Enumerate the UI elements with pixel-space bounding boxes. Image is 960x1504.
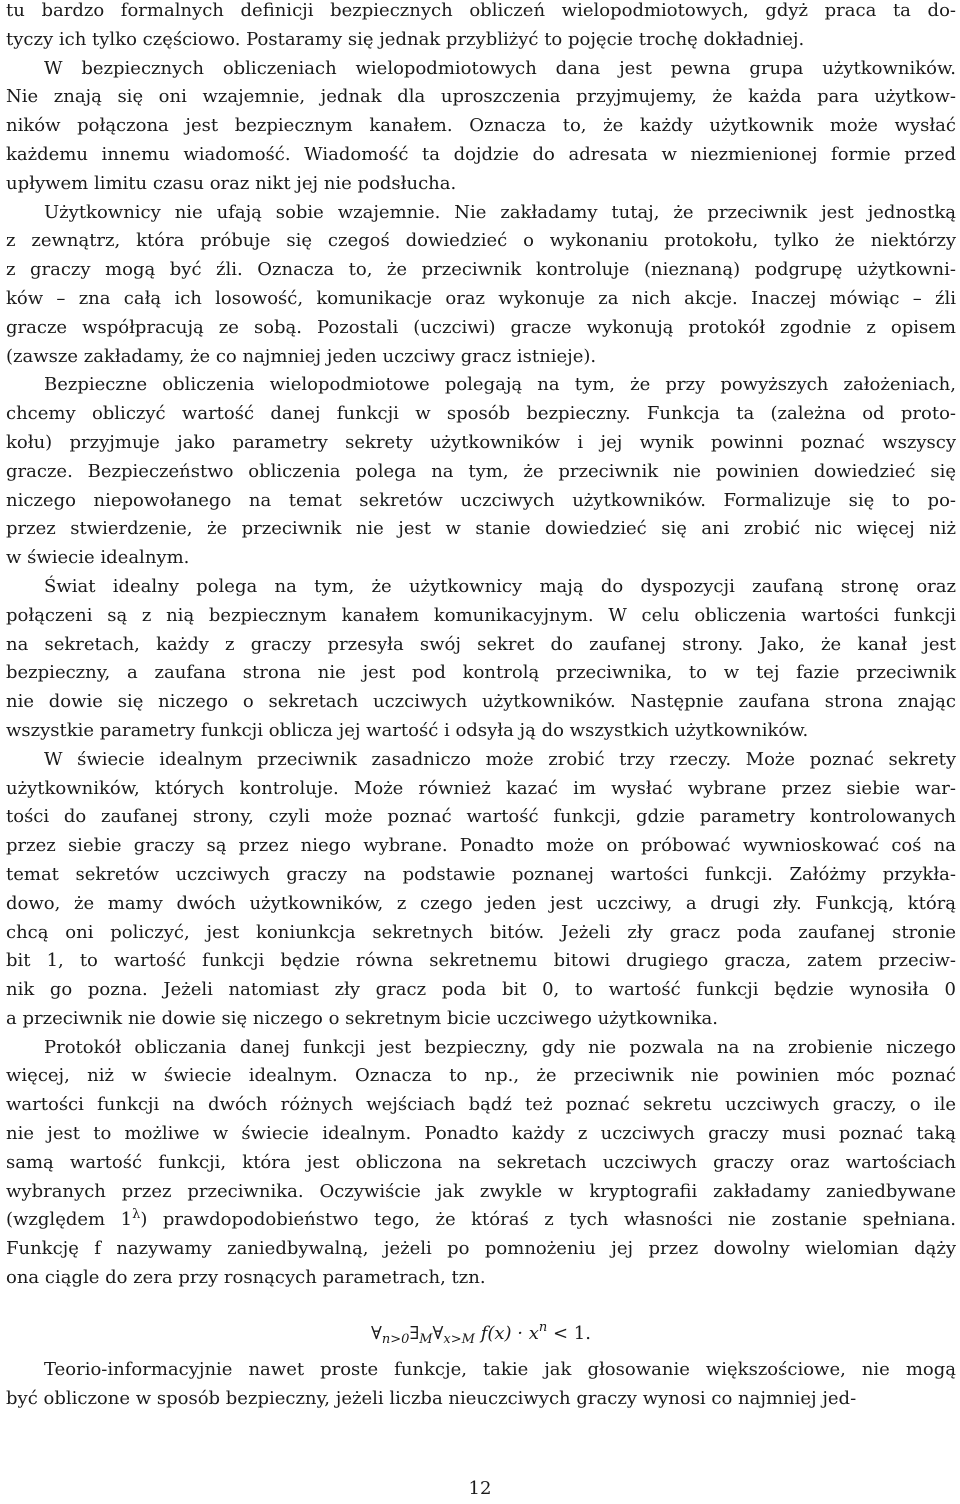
paragraph-7-line: samą wartość funkcji, która jest obliczona na sekretach uczciwych graczy oraz wartościach <box>6 1151 956 1173</box>
paragraph-5-line: Świat idealny polega na tym, że użytkownicy mają do dyspozycji zaufaną stronę oraz <box>44 575 956 597</box>
paragraph-3-line: Użytkownicy nie ufają sobie wzajemnie. Nie zakładamy tutaj, że przeciwnik jest jednostką <box>44 201 956 223</box>
paragraph-7-line: ona ciągle do zera przy rosnących parametrach, tzn. <box>6 1267 486 1289</box>
paragraph-4-line: przez stwierdzenie, że przeciwnik nie jest w stanie dowiedzieć się ani zrobić nic więcej niż <box>6 518 956 540</box>
page-number: 12 <box>468 1478 492 1499</box>
paragraph-5-line: bezpieczny, a zaufana strona nie jest pod kontrolą przeciwnika, to w tej fazie przeciwnik <box>6 662 956 684</box>
paragraph-3-line: z zewnątrz, która próbuje się czegoś dowiedzieć o wykonaniu protokołu, tylko że niektórzy <box>6 230 956 252</box>
paragraph-2-line: każdemu innemu wiadomość. Wiadomość ta dojdzie do adresata w niezmienionej formie przed <box>6 143 956 165</box>
paragraph-2-line: ników połączona jest bezpiecznym kanałem. Oznacza to, że każdy użytkownik może wysłać <box>6 115 956 137</box>
paragraph-6-line: bit 1, to wartość funkcji będzie równa sekretnemu bitowi drugiego gracza, zatem przeciw- <box>6 950 956 972</box>
paragraph-4-line: niczego niepowołanego na temat sekretów uczciwych użytkowników. Formalizuje się to po- <box>6 489 956 511</box>
paragraph-6-line: a przeciwnik nie dowie się niczego o sekretnym bicie uczciwego użytkownika. <box>6 1007 718 1029</box>
closing-paragraph-line: być obliczone w sposób bezpieczny, jeżeli liczba nieuczciwych graczy wynosi co najmniej jed- <box>6 1388 857 1410</box>
paragraph-3-line: z graczy mogą być źli. Oznacza to, że przeciwnik kontroluje (nieznaną) podgrupę użytkowni- <box>6 259 956 281</box>
paragraph-1-line: tyczy ich tylko częściowo. Postaramy się jednak przybliżyć to pojęcie trochę dokładniej. <box>6 28 805 50</box>
paragraph-5-line: wszystkie parametry funkcji oblicza jej wartość i odsyła ją do wszystkich użytkowników. <box>6 719 809 741</box>
closing-paragraph-line: Teorio-informacyjnie nawet proste funkcje, takie jak głosowanie większościowe, nie mogą <box>44 1359 956 1381</box>
paragraph-5-line: nie dowie się niczego o sekretach uczciwych użytkowników. Następnie zaufana strona znając <box>6 691 956 713</box>
paragraph-7-line: nie jest to możliwe w świecie idealnym. Ponadto każdy z uczciwych graczy musi poznać taką <box>6 1123 956 1145</box>
paragraph-6-line: temat sekretów uczciwych graczy na podstawie poznanej wartości funkcji. Załóżmy przykła- <box>6 863 956 885</box>
paragraph-5-line: połączeni są z nią bezpiecznym kanałem komunikacyjnym. W celu obliczenia wartości funkcji <box>6 604 956 626</box>
paragraph-7-line: (względem $1^\lambda$) prawdopodobieństwo tego, że któraś z tych własności nie zostanie spełniana. <box>6 1207 957 1231</box>
paragraph-5-line: na sekretach, każdy z graczy przesyła swój sekret do zaufanej strony. Jako, że kanał jest <box>6 633 956 655</box>
paragraph-4-line: kołu) przyjmuje jako parametry sekrety użytkowników i jej wynik powinni poznać wszyscy <box>6 431 956 453</box>
paragraph-6-line: tości do zaufanej strony, czyli może poznać wartość funkcji, gdzie parametry kontrolowanych <box>6 806 956 828</box>
paragraph-4-line: gracze. Bezpieczeństwo obliczenia polega na tym, że przeciwnik nie powinien dowiedzieć się <box>6 460 956 482</box>
paragraph-6-line: chcą oni policzyć, jest koniunkcja sekretnych bitów. Jeżeli zły gracz poda zaufanej stronie <box>6 921 956 943</box>
paragraph-2-line: Nie znają się oni wzajemnie, jednak dla uproszczenia przyjmujemy, że każda para użytkow- <box>6 86 956 108</box>
paragraph-2-line: upływem limitu czasu oraz nikt jej nie podsłucha. <box>6 172 457 194</box>
paragraph-7-line: Funkcję f nazywamy zaniedbywalną, jeżeli po pomnożeniu jej przez dowolny wielomian dąży <box>6 1238 956 1260</box>
paragraph-6-line: użytkowników, których kontroluje. Może również kazać im wysłać wybrane przez siebie war- <box>6 777 956 799</box>
paragraph-4-line: w świecie idealnym. <box>6 547 190 569</box>
paragraph-4-line: Bezpieczne obliczenia wielopodmiotowe polegają na tym, że przy powyższych założeniach, <box>44 374 956 396</box>
paragraph-1-line: tu bardzo formalnych definicji bezpiecznych obliczeń wielopodmiotowych, gdyż praca ta do- <box>6 0 956 21</box>
paragraph-6-line: przez siebie graczy są przez niego wybrane. Ponadto może on próbować wywnioskować coś na <box>6 835 956 857</box>
paragraph-2-line: W bezpiecznych obliczeniach wielopodmiotowych dana jest pewna grupa użytkowników. <box>44 57 956 79</box>
paragraph-7-line: wartości funkcji na dwóch różnych wejściach bądź też poznać sekretu uczciwych graczy, o ile <box>6 1094 956 1116</box>
paragraph-3-line: ków – zna całą ich losowość, komunikacje oraz wykonuje za nich akcje. Inaczej mówiąc – źli <box>6 287 956 309</box>
paragraph-7-line: wybranych przez przeciwnika. Oczywiście jak zwykle w kryptografii zakładamy zaniedbywane <box>6 1180 956 1202</box>
paragraph-3-line: gracze współpracują ze sobą. Pozostali (uczciwi) gracze wykonują protokół zgodnie z opisem <box>6 316 956 338</box>
paragraph-4-line: chcemy obliczyć wartość danej funkcji w sposób bezpieczny. Funkcja ta (zależna od proto- <box>6 403 956 425</box>
paragraph-3-line: (zawsze zakładamy, że co najmniej jeden uczciwy gracz istnieje). <box>6 345 597 367</box>
paragraph-6-line: dowo, że mamy dwóch użytkowników, z czego jeden jest uczciwy, a drugi zły. Funkcją, którą <box>6 892 956 914</box>
negligible-function-formula: $\forall_{n>0}\exists_M\forall_{x>M}$ $f(x) \cdot x^n < 1$. <box>371 1319 591 1347</box>
paragraph-7-line: Protokół obliczania danej funkcji jest bezpieczny, gdy nie pozwala na na zrobienie niczego <box>44 1036 956 1058</box>
paragraph-6-line: W świecie idealnym przeciwnik zasadniczo może zrobić trzy rzeczy. Może poznać sekrety <box>44 748 956 770</box>
paragraph-7-line: więcej, niż w świecie idealnym. Oznacza to np., że przeciwnik nie powinien móc poznać <box>6 1065 956 1087</box>
paragraph-6-line: nik go pozna. Jeżeli natomiast zły gracz poda bit 0, to wartość funkcji będzie wynosiła 0 <box>6 979 956 1001</box>
body-text <box>6 0 956 1414</box>
